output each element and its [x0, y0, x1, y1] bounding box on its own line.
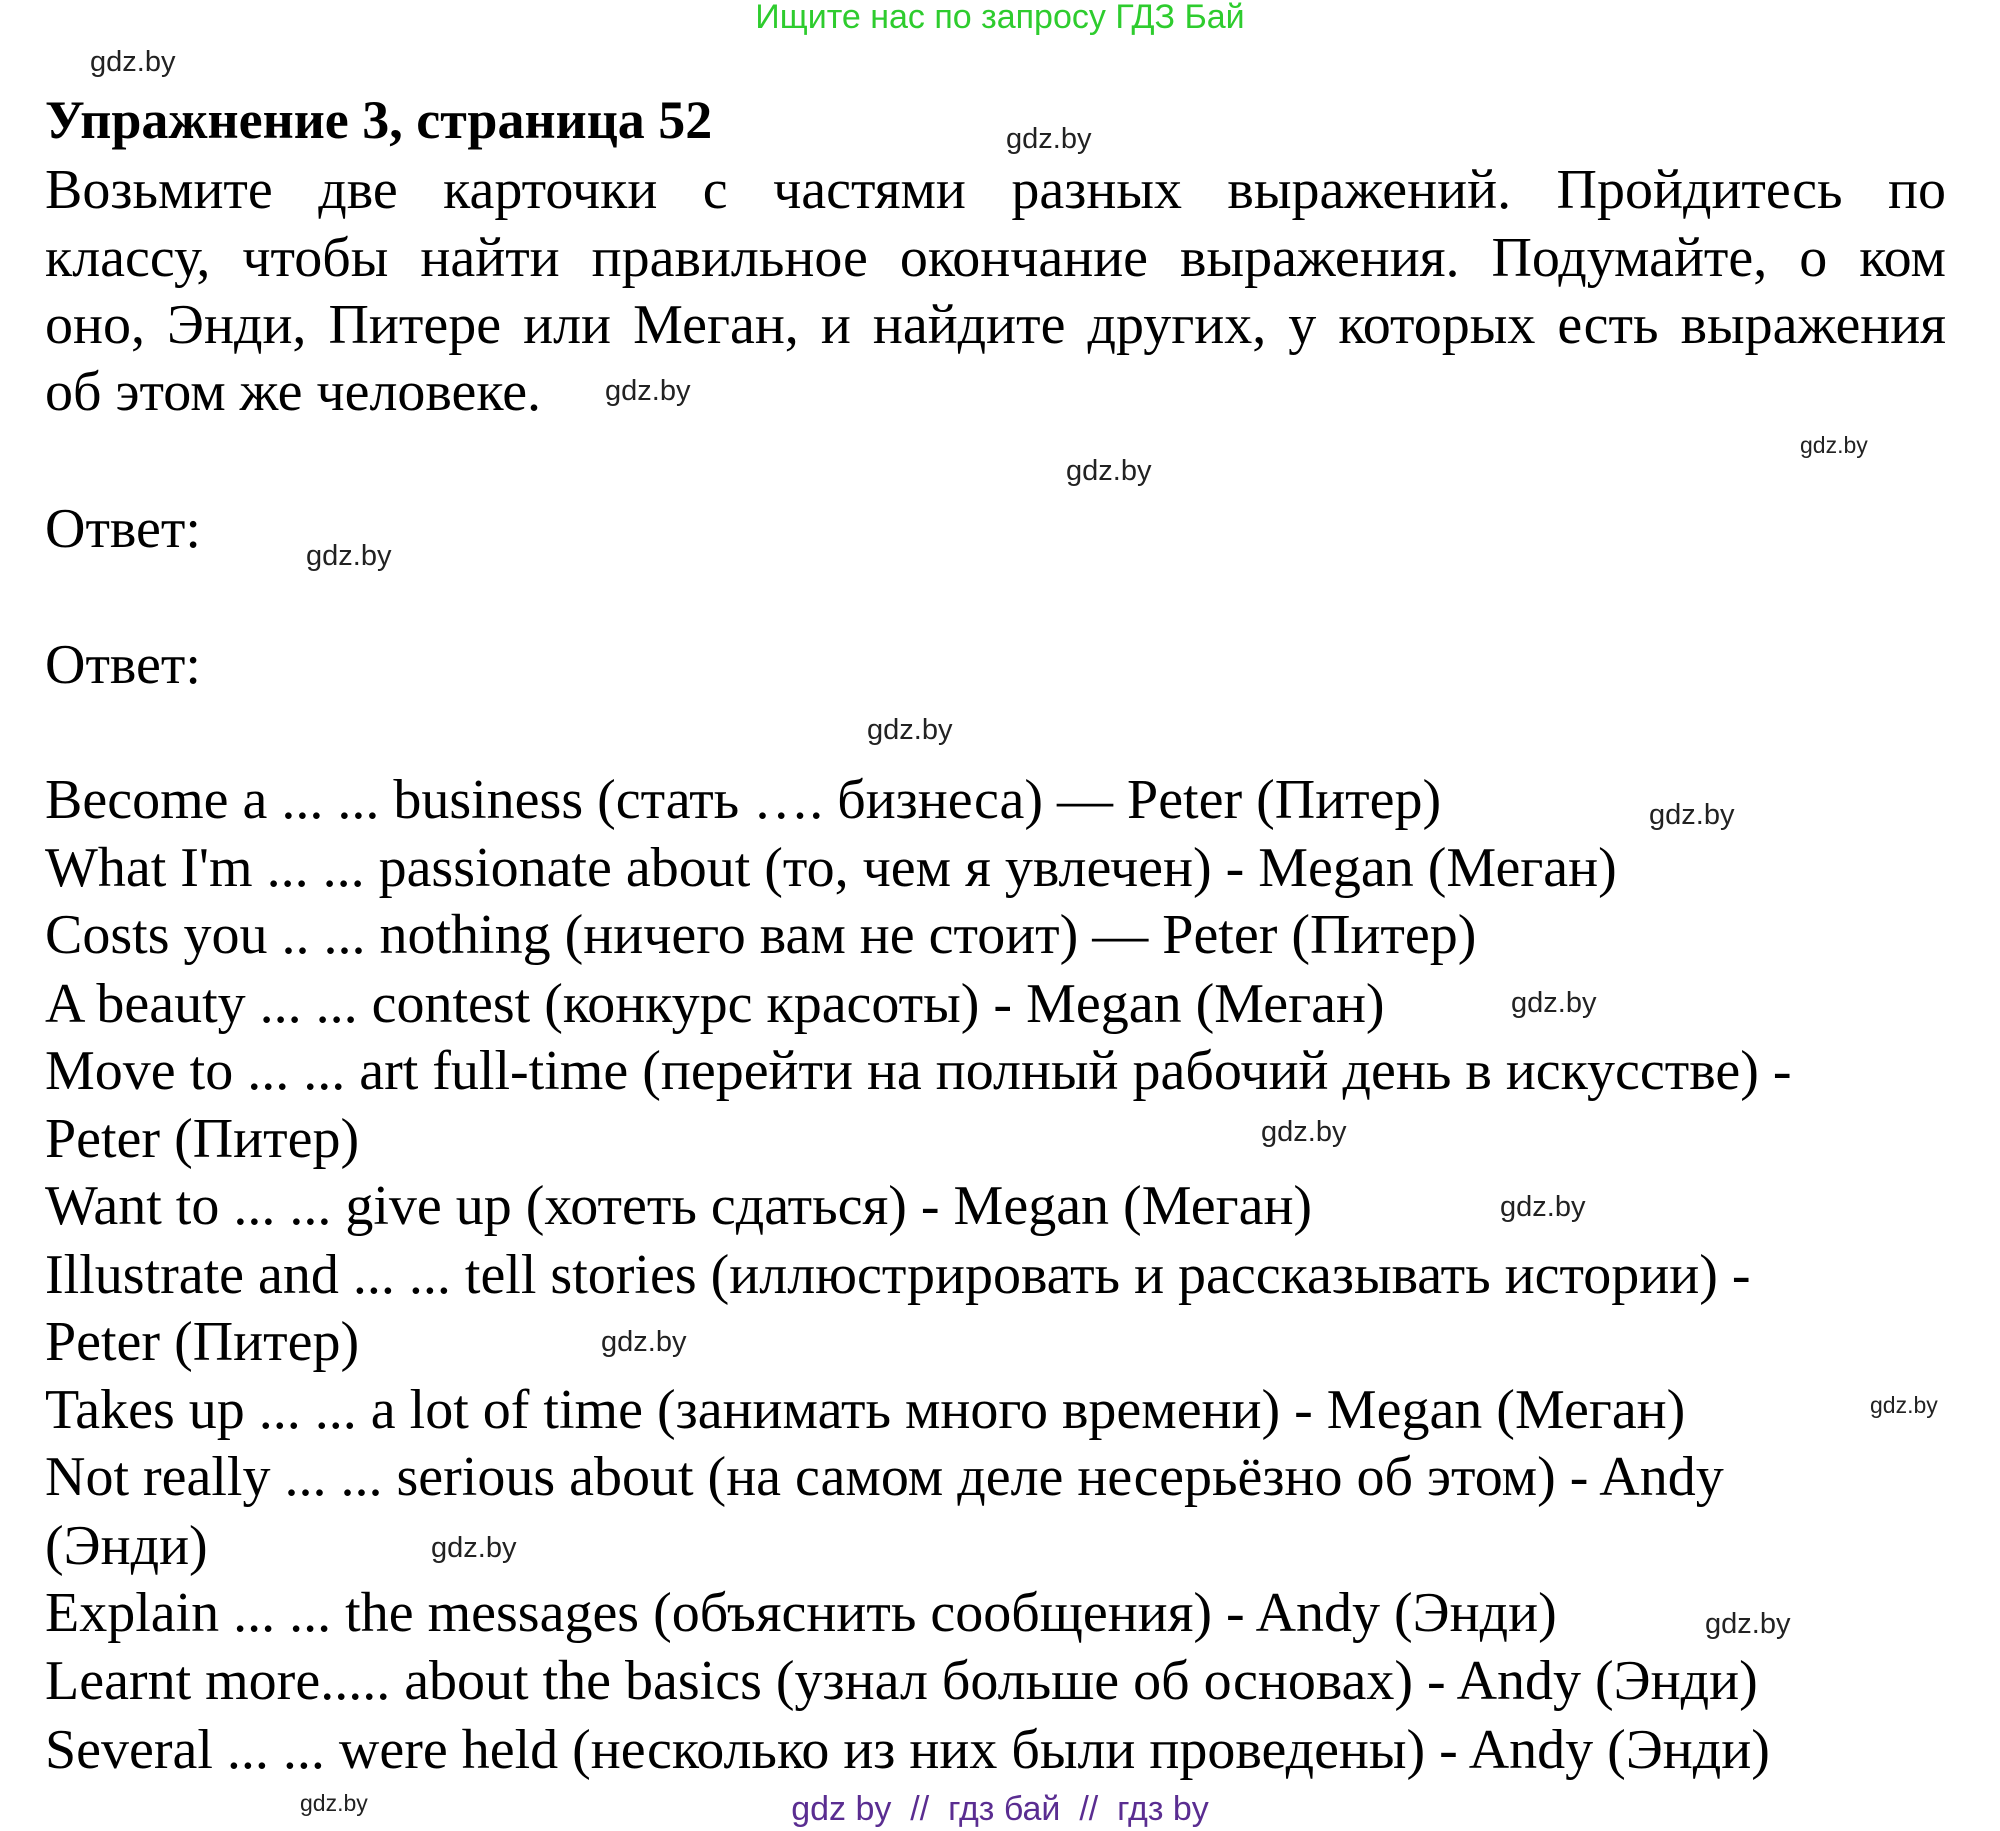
answer-line: Explain ... ... the messages (объяснить сообщения) - Andy (Энди) — [45, 1582, 1557, 1644]
answer-line: Costs you .. ... nothing (ничего вам не стоит) — Peter (Питер) — [45, 904, 1477, 966]
watermark: gdz.by — [1870, 1392, 1938, 1418]
answer-line: Move to ... ... art full-time (перейти на полный рабочий день в искусстве) - — [45, 1040, 1792, 1102]
task-text-line: оно, Энди, Питере или Меган, и найдите других, у которых есть выражения — [45, 294, 1946, 356]
task-text-line: Возьмите две карточки с частями разных выражений. Пройдитесь по — [45, 159, 1946, 221]
answer-line: Not really ... ... serious about (на самом деле несерьёзно об этом) - Andy — [45, 1446, 1724, 1508]
answer-line: Several ... ... were held (несколько из них были проведены) - Andy (Энди) — [45, 1719, 1770, 1781]
watermark: gdz.by — [90, 46, 176, 78]
watermark: gdz.by — [605, 375, 691, 407]
watermark: gdz.by — [1066, 455, 1152, 487]
answer-label: Ответ: — [45, 634, 201, 696]
watermark: gdz.by — [431, 1532, 517, 1564]
watermark: gdz.by — [306, 540, 392, 572]
answer-line: A beauty ... ... contest (конкурс красоты) - Megan (Меган) — [45, 973, 1385, 1035]
task-text-line: об этом же человеке. — [45, 361, 542, 423]
task-text-line: классу, чтобы найти правильное окончание выражения. Подумайте, о ком — [45, 227, 1946, 289]
answer-line: (Энди) — [45, 1515, 208, 1577]
answer-label: Ответ: — [45, 498, 201, 560]
answer-line: Illustrate and ... ... tell stories (иллюстрировать и рассказывать истории) - — [45, 1244, 1751, 1306]
watermark: gdz.by — [867, 714, 953, 746]
answer-line: Want to ... ... give up (хотеть сдаться) - Megan (Меган) — [45, 1175, 1313, 1237]
watermark: gdz.by — [1800, 432, 1868, 458]
watermark: gdz.by — [1511, 987, 1597, 1019]
search-hint-banner: Ищите нас по запросу ГДЗ Бай — [755, 0, 1245, 36]
answer-line: What I'm ... ... passionate about (то, чем я увлечен) - Megan (Меган) — [45, 837, 1617, 899]
watermark: gdz.by — [1006, 123, 1092, 155]
watermark: gdz.by — [300, 1790, 368, 1816]
answer-line: Peter (Питер) — [45, 1108, 360, 1170]
answer-line: Learnt more..... about the basics (узнал больше об основах) - Andy (Энди) — [45, 1650, 1758, 1712]
footer-links[interactable]: gdz by // гдз бай // гдз by — [791, 1790, 1209, 1828]
answer-line: Become a ... ... business (стать …. бизнеса) — Peter (Питер) — [45, 769, 1442, 831]
watermark: gdz.by — [1261, 1116, 1347, 1148]
page-title: Упражнение 3, страница 52 — [45, 90, 713, 150]
answer-line: Peter (Питер) — [45, 1311, 360, 1373]
watermark: gdz.by — [1500, 1191, 1586, 1223]
watermark: gdz.by — [1705, 1608, 1791, 1640]
watermark: gdz.by — [601, 1326, 687, 1358]
watermark: gdz.by — [1649, 799, 1735, 831]
answer-line: Takes up ... ... a lot of time (занимать много времени) - Megan (Меган) — [45, 1379, 1686, 1441]
